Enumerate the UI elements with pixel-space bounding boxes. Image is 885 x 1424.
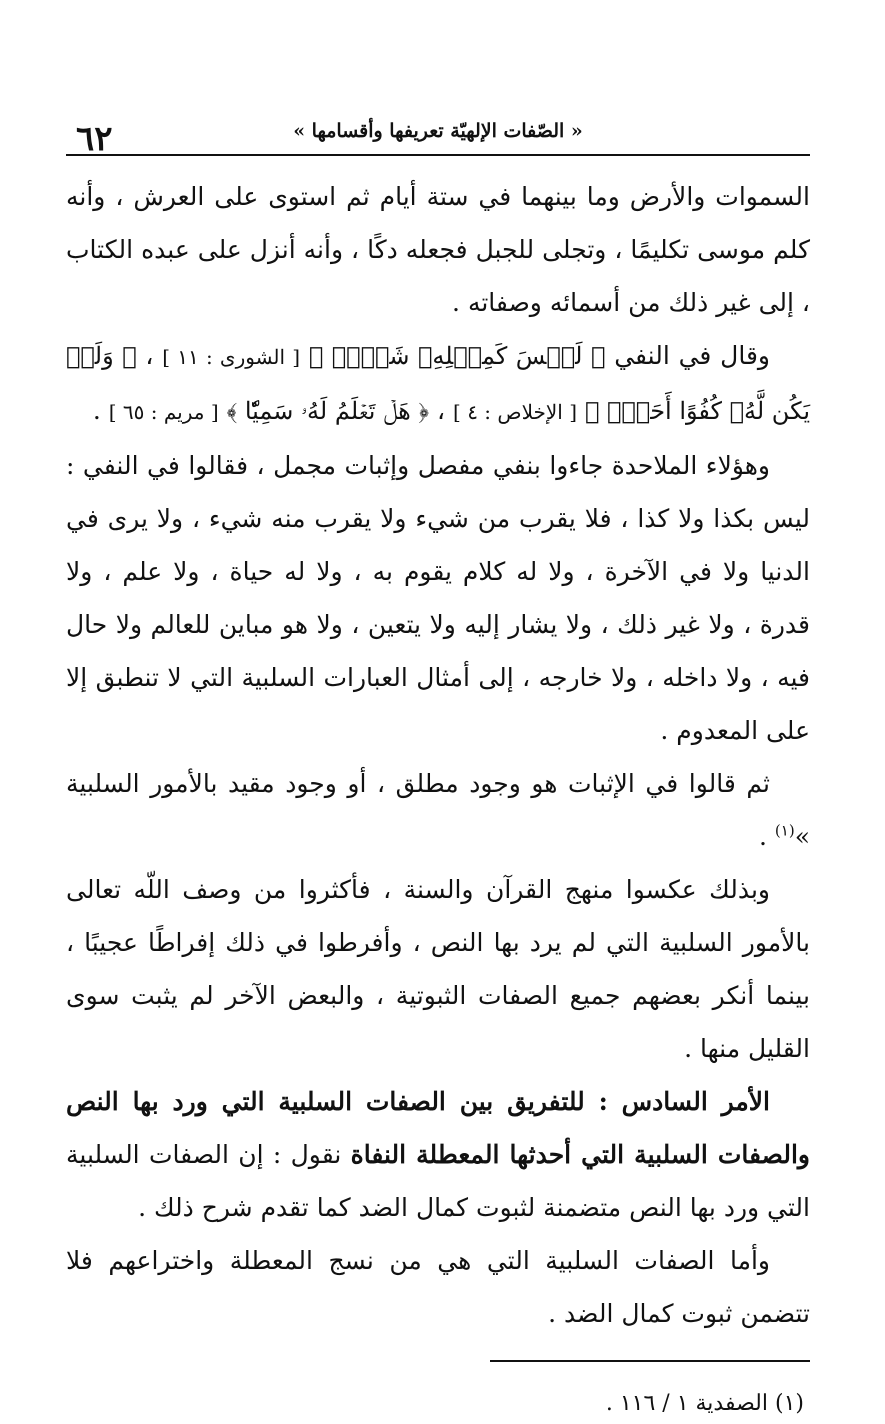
verse-reference-2: [ الإخلاص : ٤ ] xyxy=(453,400,577,424)
document-page xyxy=(66,110,810,1424)
paragraph-6-text: نقول : إن الصفات السلبية التي ورد بها النص متضمنة لثبوت كمال الضد كما تقدم شرح ذلك . xyxy=(66,1140,810,1222)
quran-verse-1: ﴿ لَيۡسَ كَمِثۡلِهِۦ شَيۡءٞ ﴾ xyxy=(308,342,606,370)
paragraph-6 xyxy=(66,1075,810,1234)
footnote-marker: (١) xyxy=(774,821,795,840)
quran-verse-3: ﴿ هَلۡ تَعۡلَمُ لَهُۥ سَمِيّٗا ﴾ xyxy=(226,397,430,425)
paragraph-3: وهؤلاء الملاحدة جاءوا بنفي مفصل وإثبات مجمل ، فقالوا في النفي : ليس بكذا ولا كذا ، فلا يقرب من شيء ولا يقرب منه شيء ، ولا يرى في الدنيا ولا في الآخرة ، ولا له كلام يقوم به ، ولا له حياة ، ولا علم ، ولا قدرة ، ولا غير ذلك ، ولا يشار إليه ولا يتعين ، ولا هو مباين للعالم ولا حال فيه ، ولا داخله ، ولا خارجه ، إلى أمثال العبارات السلبية التي لا تنطبق إلا على المعدوم . xyxy=(66,451,810,745)
verse-reference-3: [ مريم : ٦٥ ] xyxy=(108,400,219,424)
quran-verse-2: ﴿ وَلَمۡ يَكُن لَّهُۥ كُفُوًا أَحَدُۢ ﴾ xyxy=(66,342,810,425)
section-heading: الأمر السادس : للتفريق بين الصفات السلبية التي ورد بها النص والصفات السلبية التي أحدثها المعطلة النفاة xyxy=(66,1087,810,1169)
verse-reference-1: [ الشورى : ١١ ] xyxy=(162,345,301,369)
running-title: « الصّفات الإلهيّة تعريفها وأقسامها » xyxy=(293,120,583,142)
paragraph-7: وأما الصفات السلبية التي هي من نسج المعطلة واختراعهم فلا تتضمن ثبوت كمال الضد . xyxy=(66,1246,810,1328)
body-text xyxy=(66,170,810,1340)
paragraph-2: وقال في النفي ﴿ لَيۡسَ كَمِثۡلِهِۦ شَيۡءٞ ﴾ [ الشورى : ١١ ] ، ﴿ وَلَمۡ يَكُن لَّهُۥ كُفُوًا أَحَدُۢ ﴾ [ الإخلاص : ٤ ] ، ﴿ هَلۡ تَعۡلَمُ لَهُۥ سَمِيّٗا ﴾ [ مريم : ٦٥ ] . xyxy=(66,341,810,425)
header-rule xyxy=(66,154,810,156)
paragraph-4-text: ثم قالوا في الإثبات هو وجود مطلق ، أو وجود مقيد بالأمور السلبية » xyxy=(66,769,810,851)
paragraph-1: السموات والأرض وما بينهما في ستة أيام ثم استوى على العرش ، وأنه كلم موسى تكليمًا ، وتجلى للجبل فجعله دكًا ، وأنه أنزل على عبده الكتاب ، إلى غير ذلك من أسمائه وصفاته . xyxy=(66,182,810,317)
footnote-rule xyxy=(490,1360,810,1362)
page-header xyxy=(66,110,810,159)
page-number: ٦٢ xyxy=(76,119,113,159)
paragraph-5: وبذلك عكسوا منهج القرآن والسنة ، فأكثروا من وصف اللّه تعالى بالأمور السلبية التي لم يرد بها النص ، وأفرطوا في ذلك إفراطًا عجيبًا ، بينما أنكر بعضهم جميع الصفات الثبوتية ، والبعض الآخر لم يثبت سوى القليل منها . xyxy=(66,875,810,1063)
paragraph-2-intro: وقال في النفي xyxy=(614,341,770,370)
paragraph-4: ثم قالوا في الإثبات هو وجود مطلق ، أو وجود مقيد بالأمور السلبية »$^{(١)}$ . xyxy=(66,769,810,851)
footnote: (١) الصفدية ١ / ١١٦ . xyxy=(605,1391,804,1416)
